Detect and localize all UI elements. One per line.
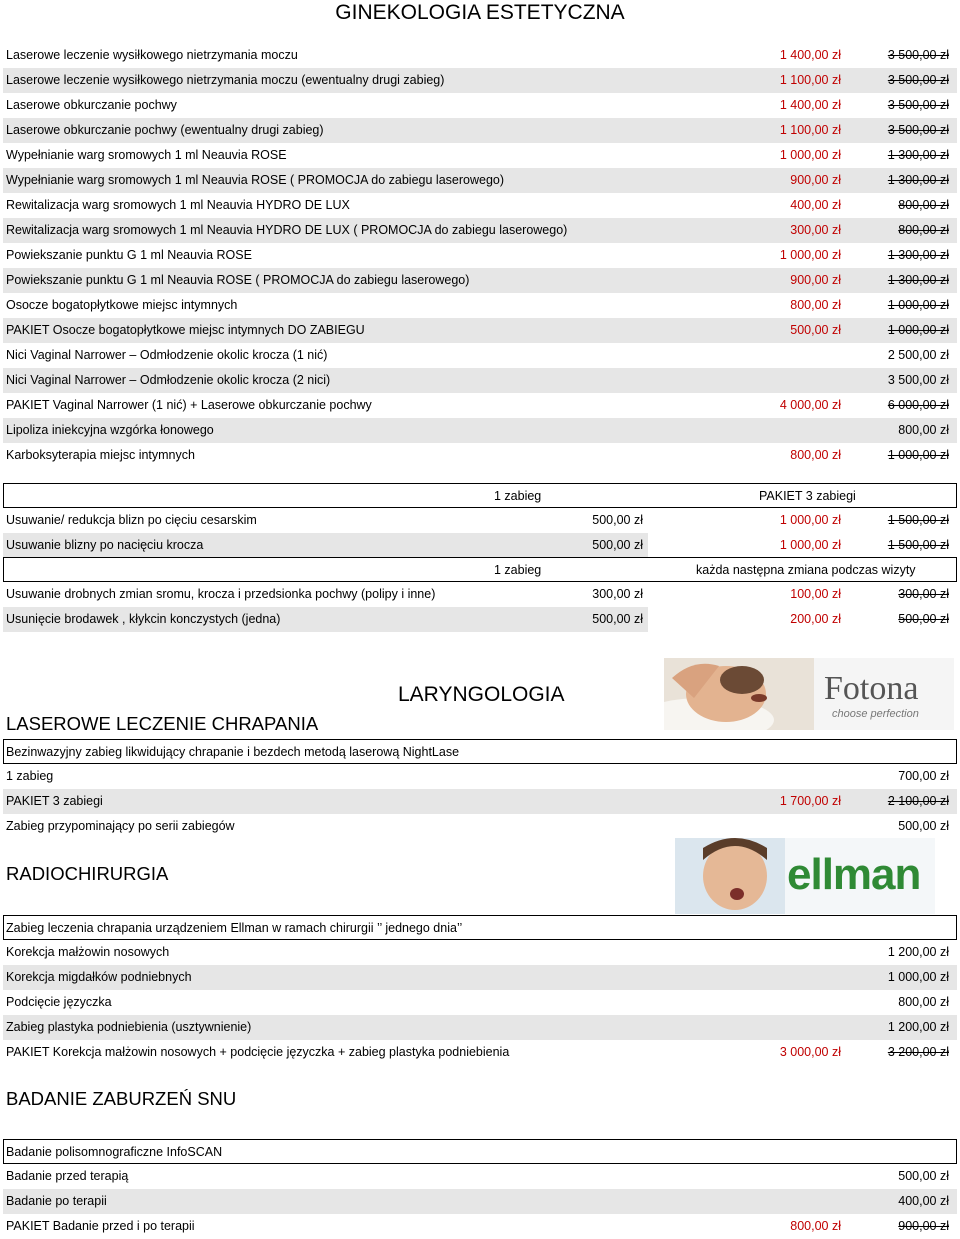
old-price-strikethrough: 1 300,00 zł: [887, 248, 949, 262]
header-next-lesion: każda następna zmiana podczas wizyty: [696, 563, 916, 577]
promo-price: 500,00 zł: [790, 323, 841, 337]
service-name: Laserowe leczenie wysiłkowego nietrzymania moczu (ewentualny drugi zabieg): [6, 73, 445, 87]
fotona-logo: Fotona: [824, 670, 919, 707]
old-price-strikethrough: 1 000,00 zł: [887, 323, 949, 337]
service-name: Powiekszanie punktu G 1 ml Neauvia ROSE: [6, 248, 252, 262]
service-name: PAKIET Osocze bogatopłytkowe miejsc intymnych DO ZABIEGU: [6, 323, 365, 337]
service-name: Usuwanie/ redukcja blizn po cięciu cesarskim: [6, 513, 257, 527]
price-row: [3, 443, 957, 468]
single-session-price: 500,00 zł: [592, 513, 643, 527]
promo-price: 1 000,00 zł: [779, 248, 841, 262]
regular-price: 2 500,00 zł: [887, 348, 949, 362]
regular-price: 500,00 zł: [898, 819, 949, 833]
service-name: Wypełnianie warg sromowych 1 ml Neauvia ROSE: [6, 148, 287, 162]
promo-price: 1 400,00 zł: [779, 98, 841, 112]
promo-price: 4 000,00 zł: [779, 398, 841, 412]
price-row: [3, 293, 957, 318]
regular-price: 1 000,00 zł: [887, 970, 949, 984]
snoring-description-box: [3, 739, 957, 764]
price-row: [3, 318, 957, 343]
service-name: Osocze bogatopłytkowe miejsc intymnych: [6, 298, 238, 312]
service-name: Nici Vaginal Narrower – Odmłodzenie okolic krocza (1 nić): [6, 348, 328, 362]
service-name: Laserowe obkurczanie pochwy (ewentualny drugi zabieg): [6, 123, 324, 137]
lesion-table-header: [3, 557, 957, 582]
single-session-price: 500,00 zł: [592, 538, 643, 552]
regular-price: 1 200,00 zł: [887, 1020, 949, 1034]
promo-price: 3 000,00 zł: [779, 1045, 841, 1059]
service-name: Usuwanie drobnych zmian sromu, krocza i przedsionka pochwy (polipy i inne): [6, 587, 436, 601]
promo-price: 1 000,00 zł: [779, 538, 841, 552]
service-name: Wypełnianie warg sromowych 1 ml Neauvia ROSE ( PROMOCJA do zabiegu laserowego): [6, 173, 505, 187]
old-price-strikethrough: 2 100,00 zł: [887, 794, 949, 808]
old-price-strikethrough: 800,00 zł: [898, 198, 949, 212]
price-row: [3, 1189, 957, 1214]
fotona-tagline: choose perfection: [832, 708, 919, 720]
old-price-strikethrough: 3 500,00 zł: [887, 48, 949, 62]
regular-price: 400,00 zł: [898, 1194, 949, 1208]
promo-price: 400,00 zł: [790, 198, 841, 212]
service-name: Korekcja migdałków podniebnych: [6, 970, 192, 984]
ellman-advert-image: [675, 838, 935, 914]
promo-price: 1 700,00 zł: [779, 794, 841, 808]
regular-price: 1 200,00 zł: [887, 945, 949, 959]
old-price-strikethrough: 1 000,00 zł: [887, 298, 949, 312]
price-row: [3, 393, 957, 418]
single-session-price: 500,00 zł: [592, 612, 643, 626]
price-row: [3, 418, 957, 443]
service-name: Usuwanie blizny po nacięciu krocza: [6, 538, 204, 552]
promo-price: 1 100,00 zł: [779, 123, 841, 137]
service-name: Podcięcie języczka: [6, 995, 112, 1009]
promo-price: 900,00 zł: [790, 173, 841, 187]
service-name: Zabieg przypominający po serii zabiegów: [6, 819, 235, 833]
header-package: PAKIET 3 zabiegi: [759, 489, 856, 503]
old-price-strikethrough: 800,00 zł: [898, 223, 949, 237]
price-row: [3, 368, 957, 393]
service-name: Badanie przed terapią: [6, 1169, 129, 1183]
price-row: [3, 814, 957, 839]
price-row: [3, 1214, 957, 1239]
price-row: [3, 343, 957, 368]
price-row: [3, 1015, 957, 1040]
price-row: [3, 143, 957, 168]
price-row: [3, 218, 957, 243]
ellman-logo: ellman: [787, 850, 921, 899]
service-name: Nici Vaginal Narrower – Odmłodzenie okolic krocza (2 nici): [6, 373, 331, 387]
old-price-strikethrough: 1 500,00 zł: [887, 538, 949, 552]
price-row: [3, 43, 957, 68]
price-row: [3, 118, 957, 143]
price-row: [3, 965, 957, 990]
old-price-strikethrough: 3 500,00 zł: [887, 123, 949, 137]
page-title: GINEKOLOGIA ESTETYCZNA: [335, 1, 625, 24]
price-row: [3, 789, 957, 814]
price-row: [3, 508, 957, 533]
service-name: Laserowe leczenie wysiłkowego nietrzymania moczu: [6, 48, 298, 62]
section-heading-laryngology: LARYNGOLOGIA: [398, 683, 565, 706]
sleep-study-description: Badanie polisomnograficzne InfoSCAN: [6, 1145, 223, 1159]
old-price-strikethrough: 1 300,00 zł: [887, 148, 949, 162]
section-heading-sleep-study: BADANIE ZABURZEŃ SNU: [6, 1088, 237, 1109]
old-price-strikethrough: 500,00 zł: [898, 612, 949, 626]
service-name: Usunięcie brodawek , kłykcin konczystych (jedna): [6, 612, 281, 626]
old-price-strikethrough: 3 500,00 zł: [887, 73, 949, 87]
service-name: Rewitalizacja warg sromowych 1 ml Neauvia HYDRO DE LUX: [6, 198, 350, 212]
regular-price: 800,00 zł: [898, 423, 949, 437]
old-price-strikethrough: 1 000,00 zł: [887, 448, 949, 462]
price-row: [3, 93, 957, 118]
promo-price: 1 100,00 zł: [779, 73, 841, 87]
price-row: [3, 533, 949, 558]
promo-price: 800,00 zł: [790, 448, 841, 462]
service-name: PAKIET 3 zabiegi: [6, 794, 103, 808]
price-row: [3, 268, 957, 293]
header-single-session: 1 zabieg: [494, 563, 542, 577]
old-price-strikethrough: 3 200,00 zł: [887, 1045, 949, 1059]
promo-price: 800,00 zł: [790, 1219, 841, 1233]
regular-price: 500,00 zł: [898, 1169, 949, 1183]
price-row: [3, 193, 957, 218]
price-row: [3, 243, 957, 268]
price-row: [3, 764, 957, 789]
promo-price: 1 000,00 zł: [779, 513, 841, 527]
service-name: Korekcja małżowin nosowych: [6, 945, 170, 959]
single-session-price: 300,00 zł: [592, 587, 643, 601]
sleep-study-description-box: [3, 1139, 957, 1164]
price-row: [3, 582, 957, 607]
regular-price: 3 500,00 zł: [887, 373, 949, 387]
promo-price: 1 400,00 zł: [779, 48, 841, 62]
regular-price: 800,00 zł: [898, 995, 949, 1009]
promo-price: 300,00 zł: [790, 223, 841, 237]
service-name: Karboksyterapia miejsc intymnych: [6, 448, 195, 462]
old-price-strikethrough: 1 300,00 zł: [887, 173, 949, 187]
radiosurgery-description: Zabieg leczenia chrapania urządzeniem Ellman w ramach chirurgii ’’ jednego dnia’’: [6, 921, 463, 935]
promo-price: 200,00 zł: [790, 612, 841, 626]
price-row: [3, 940, 957, 965]
old-price-strikethrough: 900,00 zł: [898, 1219, 949, 1233]
service-name: Laserowe obkurczanie pochwy: [6, 98, 177, 112]
scar-table-header: [3, 483, 957, 508]
old-price-strikethrough: 1 300,00 zł: [887, 273, 949, 287]
service-name: PAKIET Vaginal Narrower (1 nić) + Laserowe obkurczanie pochwy: [6, 398, 372, 412]
header-single-session: 1 zabieg: [494, 489, 542, 503]
promo-price: 100,00 zł: [790, 587, 841, 601]
price-row: [3, 1164, 957, 1189]
service-name: Powiekszanie punktu G 1 ml Neauvia ROSE ( PROMOCJA do zabiegu laserowego): [6, 273, 470, 287]
price-row: [3, 607, 949, 632]
service-name: PAKIET Korekcja małżowin nosowych + podcięcie języczka + zabieg plastyka podniebienia: [6, 1045, 510, 1059]
price-row: [3, 68, 957, 93]
snoring-description: Bezinwazyjny zabieg likwidujący chrapanie i bezdech metodą laserową NightLase: [6, 745, 460, 759]
price-row: [3, 990, 957, 1015]
fotona-advert-image: [664, 658, 954, 730]
regular-price: 700,00 zł: [898, 769, 949, 783]
service-name: Rewitalizacja warg sromowych 1 ml Neauvia HYDRO DE LUX ( PROMOCJA do zabiegu laserowego): [6, 223, 568, 237]
price-row: [3, 1040, 957, 1065]
price-row: [3, 168, 957, 193]
old-price-strikethrough: 1 500,00 zł: [887, 513, 949, 527]
service-name: Badanie po terapii: [6, 1194, 107, 1208]
promo-price: 1 000,00 zł: [779, 148, 841, 162]
section-heading-radiosurgery: RADIOCHIRURGIA: [6, 863, 169, 884]
old-price-strikethrough: 6 000,00 zł: [887, 398, 949, 412]
old-price-strikethrough: 3 500,00 zł: [887, 98, 949, 112]
promo-price: 800,00 zł: [790, 298, 841, 312]
radiosurgery-description-box: [3, 915, 957, 940]
service-name: Lipoliza iniekcyjna wzgórka łonowego: [6, 423, 214, 437]
service-name: 1 zabieg: [6, 769, 54, 783]
service-name: Zabieg plastyka podniebienia (usztywnienie): [6, 1020, 252, 1034]
promo-price: 900,00 zł: [790, 273, 841, 287]
section-heading-snoring: LASEROWE LECZENIE CHRAPANIA: [6, 713, 319, 734]
service-name: PAKIET Badanie przed i po terapii: [6, 1219, 195, 1233]
old-price-strikethrough: 300,00 zł: [898, 587, 949, 601]
